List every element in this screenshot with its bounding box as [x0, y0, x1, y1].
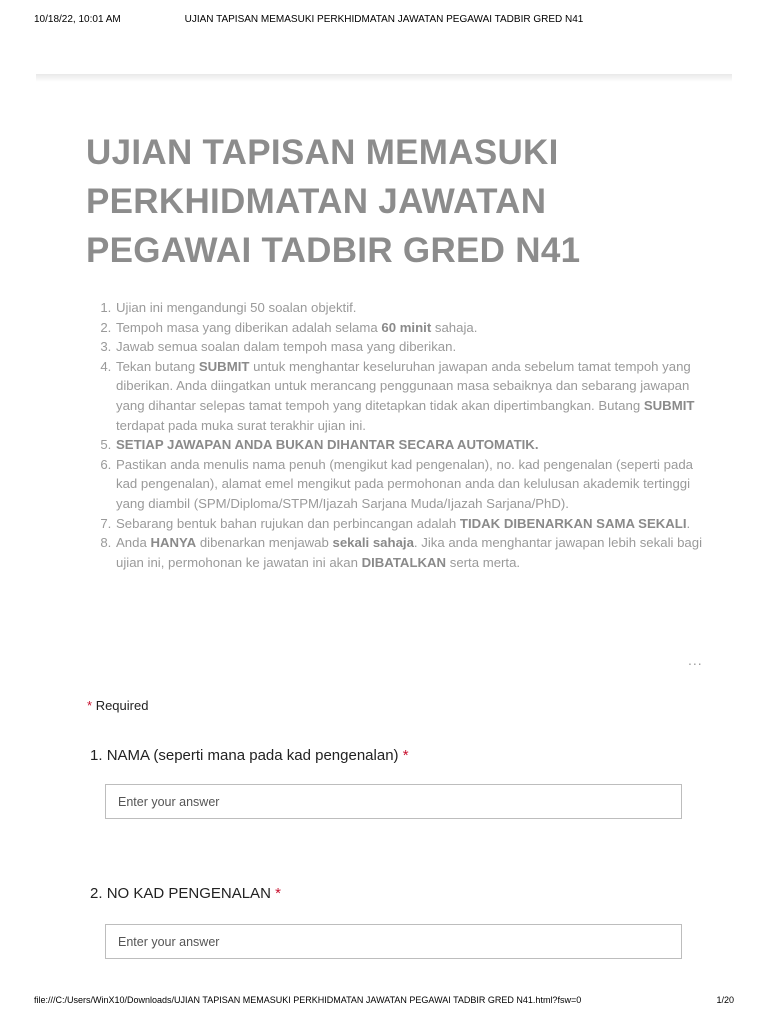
instruction-item	[115, 533, 705, 572]
instruction-item	[115, 357, 705, 435]
required-star: *	[87, 698, 93, 713]
instruction-text: .	[686, 515, 691, 531]
instruction-item	[115, 455, 705, 514]
question-text: NO KAD PENGENALAN	[106, 885, 271, 902]
instruction-text: Tempoh masa yang diberikan adalah selama	[116, 319, 382, 335]
required-star: *	[275, 885, 281, 902]
instruction-item	[115, 435, 705, 455]
instruction-item	[115, 337, 705, 357]
answer-placeholder: Enter your answer	[118, 794, 220, 809]
instruction-text: Tekan butang	[116, 358, 199, 374]
instruction-text: untuk menghantar keseluruhan jawapan anda sebelum tamat tempoh yang diberikan. Anda diingatkan untuk merancang penggunaan masa sebaiknya dan sebarang jawapan yang dihantar selepas tamat tempoh yang ditetapkan tidak akan dipertimbangkan. Butang	[116, 358, 691, 413]
print-page-number: 1/20	[716, 995, 734, 1005]
more-options-icon[interactable]: ...	[688, 652, 703, 668]
form-card-top-edge	[36, 74, 732, 82]
instruction-emphasis: SETIAP JAWAPAN ANDA BUKAN DIHANTAR SECARA AUTOMATIK.	[116, 437, 539, 453]
instruction-item	[115, 514, 705, 534]
instruction-text: Pastikan anda menulis nama penuh (mengikut kad pengenalan), no. kad pengenalan (seperti pada kad pengenalan), alamat emel mengikut pada permohonan anda dan kelulusan akademik tertinggi yang diambil (SPM/Diploma/STPM/Ijazah Sarjana Muda/Ijazah Sarjana/PhD).	[116, 456, 693, 511]
print-url: file:///C:/Users/WinX10/Downloads/UJIAN TAPISAN MEMASUKI PERKHIDMATAN JAWATAN PEGAWAI TADBIR GRED N41.html?fsw=0	[34, 995, 582, 1005]
instruction-text: Jawab semua soalan dalam tempoh masa yang diberikan.	[116, 339, 457, 355]
print-title: UJIAN TAPISAN MEMASUKI PERKHIDMATAN JAWATAN PEGAWAI TADBIR GRED N41	[184, 14, 584, 25]
instruction-text: serta merta.	[446, 554, 521, 570]
required-star: *	[402, 747, 409, 764]
instruction-emphasis: 60 minit	[381, 319, 432, 335]
instruction-text: Sebarang bentuk bahan rujukan dan perbincangan adalah	[116, 515, 460, 531]
question-number: 2.	[90, 885, 103, 902]
instruction-text: . Jika anda menghantar jawapan lebih sekali bagi ujian ini, permohonan ke jawatan ini akan	[116, 535, 703, 570]
instruction-emphasis: HANYA	[150, 535, 197, 551]
instruction-text: terdapat pada muka surat terakhir ujian ini.	[116, 417, 366, 433]
print-datetime: 10/18/22, 10:01 AM	[34, 14, 121, 25]
instruction-emphasis: SUBMIT	[198, 358, 250, 374]
instruction-emphasis: SUBMIT	[643, 397, 695, 413]
instruction-text: Ujian ini mengandungi 50 soalan objektif.	[116, 300, 357, 315]
question-2-label	[90, 885, 281, 902]
question-number: 1.	[90, 747, 103, 764]
instruction-text: sahaja.	[431, 319, 478, 335]
required-label: Required	[95, 698, 149, 713]
instruction-text: Anda	[116, 535, 151, 551]
answer-placeholder: Enter your answer	[118, 934, 220, 949]
instruction-item	[115, 318, 705, 338]
print-header	[34, 14, 734, 30]
instruction-emphasis: sekali sahaja	[332, 535, 414, 551]
required-note	[87, 698, 148, 713]
instructions-list	[97, 298, 705, 572]
print-footer	[34, 995, 734, 1009]
instruction-emphasis: DIBATALKAN	[361, 554, 447, 570]
question-1-label	[90, 747, 409, 764]
name-answer-input[interactable]	[105, 784, 682, 819]
instruction-emphasis: TIDAK DIBENARKAN SAMA SEKALI	[459, 515, 687, 531]
ic-number-answer-input[interactable]	[105, 924, 682, 959]
instruction-text: dibenarkan menjawab	[196, 535, 333, 551]
form-title: UJIAN TAPISAN MEMASUKI PERKHIDMATAN JAWATAN PEGAWAI TADBIR GRED N41	[86, 133, 581, 270]
instruction-item	[115, 298, 705, 318]
question-text: NAMA (seperti mana pada kad pengenalan)	[106, 747, 399, 764]
